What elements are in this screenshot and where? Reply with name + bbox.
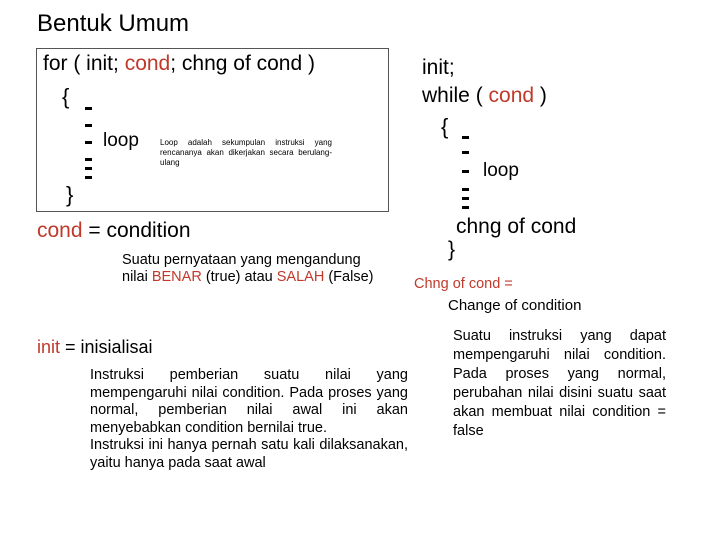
slide-title: Bentuk Umum xyxy=(37,10,190,37)
open-brace: { xyxy=(441,114,449,139)
chng-meaning: Change of condition xyxy=(448,297,582,314)
chng-description: Suatu instruksi yang dapat mempengaruhi nilai condition. Pada proses yang normal, perubahan nilai disini suatu saat akan membuat nilai condition = false xyxy=(453,328,666,439)
while-statement-line xyxy=(422,84,547,108)
dash-mark xyxy=(85,107,92,110)
chng-of-cond-line: chng of cond xyxy=(456,215,577,238)
cond-term: cond xyxy=(37,219,83,242)
dash-mark xyxy=(462,151,469,154)
init-definition-heading xyxy=(37,337,153,358)
close-brace: } xyxy=(66,182,74,207)
cond-desc-text: (False) xyxy=(324,269,374,285)
init-description xyxy=(90,367,408,473)
dash-mark xyxy=(85,124,92,127)
salah-term: SALAH xyxy=(276,269,325,285)
cond-desc-text: (true) atau xyxy=(201,269,277,285)
dash-mark xyxy=(462,206,469,209)
cond-equals: = condition xyxy=(82,219,191,242)
dash-mark xyxy=(85,141,92,144)
cond-definition-heading xyxy=(37,219,191,243)
open-brace: { xyxy=(62,84,70,109)
while-keyword: while ( xyxy=(422,84,489,107)
dash-mark xyxy=(85,176,92,179)
cond-description xyxy=(122,252,382,286)
for-statement-line xyxy=(43,52,315,76)
close-brace: } xyxy=(448,238,456,261)
dash-mark xyxy=(462,188,469,191)
while-init-line: init; xyxy=(422,56,455,79)
init-equals: = inisialisai xyxy=(60,337,153,357)
benar-term: BENAR xyxy=(151,269,202,285)
init-desc-paragraph: Instruksi ini hanya pernah satu kali dilaksanakan, yaitu hanya pada saat awal xyxy=(90,437,408,471)
init-term: init xyxy=(37,337,61,357)
dash-mark xyxy=(462,170,469,173)
for-rest: ; chng of cond ) xyxy=(170,52,315,75)
while-close-paren: ) xyxy=(534,84,547,107)
init-desc-paragraph: Instruksi pemberian suatu nilai yang mempengaruhi nilai condition. Pada proses yang normal, pemberian nilai awal ini akan menyebabkan condition bernilai true. xyxy=(90,367,408,436)
dash-mark xyxy=(85,158,92,161)
chng-definition-heading: Chng of cond = xyxy=(414,276,513,292)
dash-mark xyxy=(462,136,469,139)
dash-mark xyxy=(85,167,92,170)
loop-description: Loop adalah sekumpulan instruksi yang rencananya akan dikerjakan secara berulang-ulang xyxy=(160,138,332,167)
cond-keyword: cond xyxy=(488,84,535,107)
cond-keyword: cond xyxy=(124,52,171,75)
loop-label: loop xyxy=(483,160,519,181)
cond-desc-text: Suatu pernyataan yang mengandung nilai xyxy=(122,252,361,285)
dash-mark xyxy=(462,197,469,200)
for-keyword: for ( init; xyxy=(43,52,125,75)
loop-label: loop xyxy=(103,130,139,151)
